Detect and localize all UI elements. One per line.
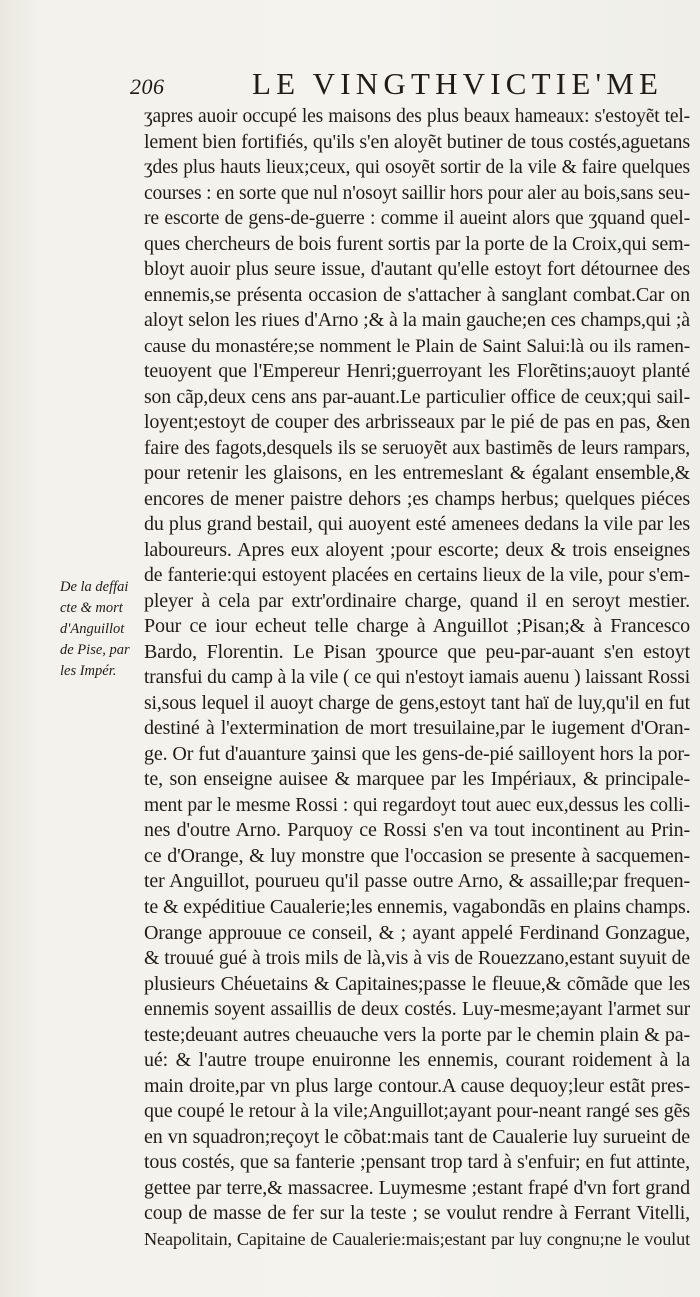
page-header [130,66,690,102]
marginal-note [60,577,144,682]
text-line: ennemis soyent assaillis de deux costés. Luy-mesme;ayant l'armet sur [144,998,690,1021]
text-line: ʒdes plus hauts lieux;ceux, qui osoyẽt sortir de la vile & faire quelques [144,157,690,179]
text-line: que coupé le retour à la vile;Anguillot;ayant pour-neant rangé ses gẽs [144,1100,690,1123]
text-line: faire des fagots,desquels ils se seruoyẽt aux bastimẽs de leurs rampars, [144,437,690,459]
marginal-note-line: cte & mort [60,600,123,616]
text-line: ge. Or fut d'auanture ʒainsi que les gens-de-pié sailloyent hors la por- [144,742,690,765]
marginal-note-line: de Pise, par [60,642,130,658]
text-line: ennemis,se présenta occasion de s'attacher à sanglant combat.Car on [144,283,690,306]
text-line: te & expéditiue Caualerie;les ennemis, vagabondãs en plains champs. [144,895,690,918]
text-line: en vn squadron;reçoyt le cõbat:mais tant de Caualerie luy surueint de [144,1125,690,1148]
marginal-note-line: De la deffai [60,579,129,595]
text-line: teste;deuant autres cheuauche vers la porte par le chemin plain & pa- [144,1023,690,1046]
text-line: main droite,par vn plus large contour.A cause dequoy;leur estãt pres- [144,1074,690,1097]
text-line: cause du monastére;se nomment le Plain de Saint Salui:là ou ils ramen- [144,335,690,357]
text-line: du plus grand bestail, qui auoyent esté amenees dedans la vile par les [144,513,690,536]
text-line: encores de mener paistre dehors ;es champs herbus; quelques piéces [144,487,690,510]
page-number: 206 [130,74,165,99]
text-line: teuoyent que l'Empereur Henri;guerroyant les Florẽtins;auoyt planté [144,360,690,383]
text-line: transfui du camp à la vile ( ce qui n'estoyt iamais auenu ) laissant Rossi [144,667,690,689]
text-line: destiné à l'extermination de mort tresuilaine,par le iugement d'Oran- [144,717,690,740]
text-line: Orange approuue ce conseil, & ; ayant appelé Ferdinand Gonzague, [144,921,690,944]
text-line: lement bien fortifiés, qu'ils s'en aloyẽt butiner de tous costés,aguetans [144,130,690,153]
text-line: ce d'Orange, & luy monstre que l'occasion se presente à sacquemen- [144,844,690,867]
text-line: de fanterie:qui estoyent placées en certains lieux de la vile, pour s'em- [144,564,690,587]
text-line: ter Anguillot, pourueu qu'il passe outre Arno, & assaille;par frequen- [144,870,690,893]
text-line: aloyt selon les riues d'Arno ;& à la main gauche;en ces champs,qui ;à [144,309,690,332]
text-line: te, son enseigne auisee & marquee par les Impériaux, & principale- [144,768,690,791]
text-line: Bardo, Florentin. Le Pisan ʒpource que peu-par-auant s'en estoyt [144,640,690,663]
text-line: coup de masse de fer sur la teste ; se voulut rendre à Ferrant Vitelli, [144,1202,690,1225]
text-line: Neapolitain, Capitaine de Caualerie:mais;estant par luy congnu;ne le voulut [144,1228,690,1249]
text-line: ment par le mesme Rossi : qui regardoyt tout auec eux,dessus les colli- [144,794,690,816]
text-line: loyent;estoyt de couper des arbrisseaux par le pié de pas en pas, &en [144,411,690,434]
text-line: Pour ce iour echeut telle charge à Anguillot ;Pisan;& à Francesco [144,615,690,638]
text-line: pour retenir les glaisons, en les entremeslant & égalant ensemble,& [144,462,690,485]
text-line: courses : en sorte que nul n'osoyt saillir hors pour aler au bois,sans seu- [144,182,690,204]
marginal-note-line: les Impér. [60,663,117,679]
text-line: ʒapres auoir occupé les maisons des plus beaux hameaux: s'estoyẽt tel- [144,106,690,127]
text-line: tous costés, que sa fanterie ;pensant trop tard à s'enfuir; en fut attinte, [144,1151,690,1174]
body-text [144,104,690,1252]
text-line: gettee par terre,& massacree. Luymesme ;estant frapé d'vn fort grand [144,1176,690,1199]
text-line: & trouué gué à trois mils de là,vis à vis de Rouezzano,estant suyuit de [144,947,690,970]
text-line: plusieurs Chéuetains & Capitaines;passe le fleuue,& cõmãde que les [144,972,690,995]
text-line: re escorte de gens-de-guerre : comme il aueint alors que ʒquand quel- [144,207,690,230]
text-line: ué: & l'autre troupe enuironne les ennemis, courant roidement à la [144,1049,690,1072]
text-line: nes d'outre Arno. Parquoy ce Rossi s'en va tout incontinent au Prin- [144,819,690,842]
text-line: bloyt auoir plus seure issue, d'autant qu'elle estoyt fort détournee des [144,258,690,281]
text-line: si,sous lequel il auoyt charge de gens,estoyt tant haï de luy,qu'il en fut [144,691,690,714]
text-line: laboureurs. Apres eux aloyent ;pour escorte; deux & trois enseignes [144,538,690,561]
marginal-note-line: d'Anguillot [60,621,125,637]
text-line: ques chercheurs de bois furent sortis par la porte de la Croix,qui sem- [144,232,690,255]
text-line: pleyer à cela par extr'ordinaire charge, quand il en seroyt mestier. [144,589,690,612]
text-line: son cãp,deux cens ans par-auant.Le particulier office de ceux;qui sail- [144,385,690,408]
running-head: LE VINGTHVICTIE'ME [252,66,664,101]
